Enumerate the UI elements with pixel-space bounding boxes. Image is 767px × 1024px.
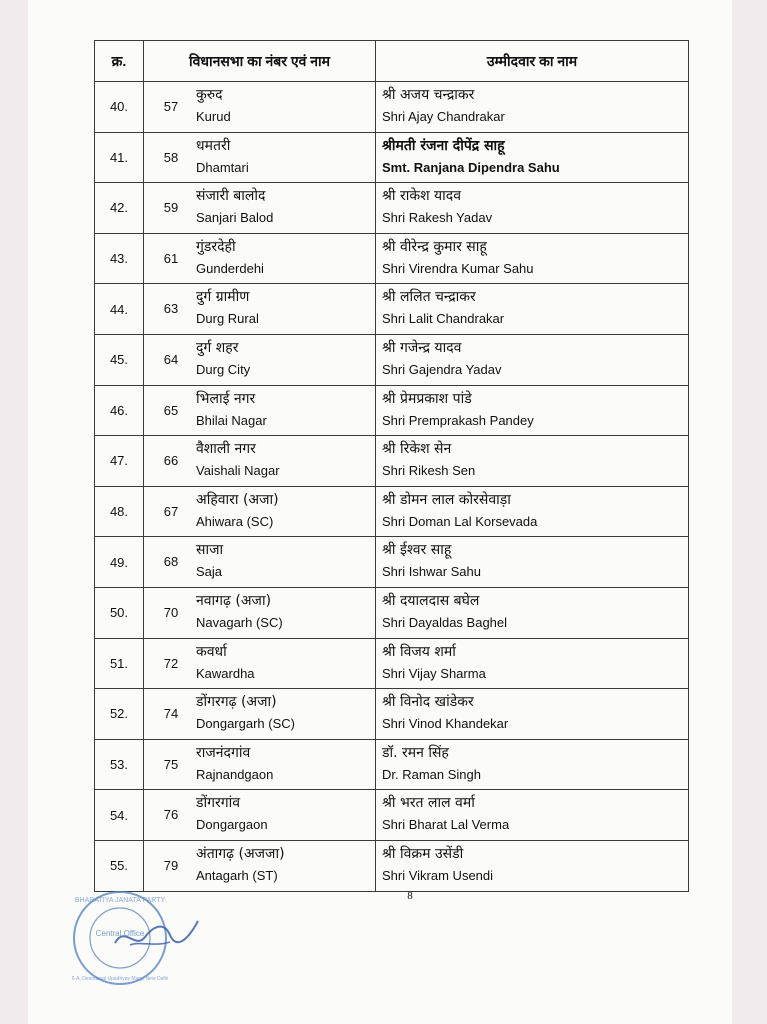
constituency-name-hindi: वैशाली नगर (196, 441, 256, 458)
serial-number: 44. (95, 284, 144, 335)
candidate-name-hindi: श्री दयालदास बघेल (382, 592, 480, 609)
constituency-name-hindi: कवर्धा (196, 643, 227, 660)
constituency-name-english: Kawardha (196, 665, 255, 681)
serial-number: 46. (95, 385, 144, 436)
candidate-name-hindi: श्री रिकेश सेन (382, 441, 452, 458)
constituency-name-english: Vaishali Nagar (196, 463, 280, 479)
constituency-cell (144, 689, 376, 740)
serial-number: 54. (95, 790, 144, 841)
constituency-name-hindi: कुरुद (196, 87, 223, 103)
candidate-cell (376, 233, 689, 284)
serial-number: 55. (95, 840, 144, 891)
table-row (95, 436, 689, 487)
candidate-name-english: Shri Ishwar Sahu (382, 564, 481, 580)
constituency-cell (144, 638, 376, 689)
constituency-name-hindi: अंतागढ़ (अजजा) (196, 845, 285, 862)
table-row (95, 486, 689, 537)
candidate-cell (376, 587, 689, 638)
serial-number: 48. (95, 486, 144, 537)
candidate-name-hindi: श्री ललित चन्द्राकर (382, 289, 476, 306)
candidate-name-english: Dr. Raman Singh (382, 766, 481, 782)
stamp-outer-text: BHARATIYA JANATA PARTY (74, 897, 166, 904)
table-row (95, 537, 689, 588)
constituency-cell (144, 587, 376, 638)
constituency-number: 74 (163, 706, 179, 722)
constituency-name-hindi: भिलाई नगर (196, 390, 256, 407)
candidate-name-english: Shri Doman Lal Korsevada (382, 513, 538, 529)
constituency-name-english: Bhilai Nagar (196, 412, 267, 428)
candidate-cell (376, 840, 689, 891)
candidate-cell (376, 537, 689, 588)
table-row (95, 233, 689, 284)
serial-number: 52. (95, 689, 144, 740)
table-row (95, 334, 689, 385)
constituency-number: 59 (163, 200, 179, 216)
table-row (95, 739, 689, 790)
constituency-cell (144, 537, 376, 588)
candidate-name-hindi: श्री भरत लाल वर्मा (382, 795, 475, 812)
candidate-name-hindi: श्री प्रेमप्रकाश पांडे (382, 390, 472, 407)
constituency-number: 63 (163, 301, 179, 317)
constituency-name-hindi: नवागढ़ (अजा) (196, 592, 272, 609)
candidate-cell (376, 284, 689, 335)
constituency-name-hindi: दुर्ग शहर (196, 339, 239, 356)
constituency-cell (144, 132, 376, 183)
candidate-name-hindi: श्री विनोद खांडेकर (382, 694, 474, 711)
candidate-name-hindi: श्री राकेश यादव (382, 188, 462, 205)
candidate-name-hindi: श्री डोमन लाल कोरसेवाड़ा (382, 491, 511, 508)
serial-number: 49. (95, 537, 144, 588)
constituency-cell (144, 183, 376, 234)
serial-number: 40. (95, 82, 144, 133)
constituency-name-hindi: डोंगरगांव (196, 795, 241, 812)
constituency-name-english: Kurud (196, 109, 231, 124)
serial-number: 51. (95, 638, 144, 689)
constituency-number: 79 (163, 857, 179, 873)
constituency-number: 70 (163, 604, 179, 620)
constituency-name-hindi: दुर्ग ग्रामीण (196, 289, 250, 306)
constituency-cell (144, 334, 376, 385)
candidate-name-hindi: श्री गजेन्द्र यादव (382, 339, 462, 356)
constituency-number: 68 (163, 554, 179, 570)
constituency-cell (144, 840, 376, 891)
candidate-name-english: Shri Ajay Chandrakar (382, 109, 505, 124)
constituency-cell (144, 790, 376, 841)
candidate-name-english: Shri Bharat Lal Verma (382, 817, 510, 833)
constituency-number: 61 (163, 250, 179, 266)
constituency-cell (144, 739, 376, 790)
candidate-cell (376, 638, 689, 689)
candidate-name-english: Shri Dayaldas Baghel (382, 614, 508, 630)
serial-number: 45. (95, 334, 144, 385)
candidate-name-english: Shri Virendra Kumar Sahu (382, 260, 534, 276)
candidate-name-hindi: श्री विक्रम उसेंडी (382, 845, 464, 862)
constituency-number: 65 (163, 402, 179, 418)
table-row (95, 790, 689, 841)
table-header-row (95, 41, 689, 82)
constituency-name-hindi: धमतरी (196, 137, 231, 154)
candidate-name-english: Shri Lalit Chandrakar (382, 311, 505, 327)
candidate-name-english: Shri Gajendra Yadav (382, 361, 502, 377)
constituency-name-english: Saja (196, 564, 223, 580)
table-row (95, 689, 689, 740)
candidate-name-english: Shri Vinod Khandekar (382, 716, 509, 732)
constituency-name-english: Sanjari Balod (196, 210, 274, 226)
candidate-name-english: Shri Vijay Sharma (382, 665, 486, 681)
constituency-name-english: Dongargaon (196, 817, 268, 833)
serial-number: 41. (95, 132, 144, 183)
constituency-name-hindi: गुंडरदेही (196, 238, 236, 255)
constituency-name-hindi: डोंगरगढ़ (अजा) (196, 694, 277, 711)
constituency-number: 66 (163, 453, 179, 469)
constituency-number: 75 (163, 756, 179, 772)
candidate-cell (376, 689, 689, 740)
constituency-cell (144, 284, 376, 335)
constituency-name-english: Rajnandgaon (196, 766, 274, 782)
header-candidate: उम्मीदवार का नाम (376, 41, 689, 82)
candidate-cell (376, 82, 689, 133)
constituency-cell (144, 233, 376, 284)
header-constituency: विधानसभा का नंबर एवं नाम (144, 41, 376, 82)
constituency-number: 76 (163, 807, 179, 823)
header-serial: क्र. (95, 41, 144, 82)
table-row (95, 638, 689, 689)
candidate-name-hindi: श्री विजय शर्मा (382, 643, 456, 660)
candidate-name-english: Shri Vikram Usendi (382, 867, 494, 883)
candidate-name-hindi: श्री अजय चन्द्राकर (382, 87, 475, 103)
candidate-name-english: Shri Premprakash Pandey (382, 412, 534, 428)
table-row (95, 183, 689, 234)
constituency-name-english: Dhamtari (196, 159, 249, 175)
constituency-number: 67 (163, 503, 179, 519)
constituency-cell (144, 385, 376, 436)
candidate-cell (376, 385, 689, 436)
candidate-name-hindi: डॉ. रमन सिंह (382, 744, 449, 761)
constituency-cell (144, 82, 376, 133)
page-number: 8 (407, 890, 413, 902)
constituency-name-hindi: अहिवारा (अजा) (196, 491, 279, 508)
constituency-name-hindi: राजनंदगांव (196, 744, 251, 761)
constituency-name-english: Durg Rural (196, 311, 259, 327)
serial-number: 42. (95, 183, 144, 234)
stamp-inner-text: Central Office (95, 929, 145, 938)
constituency-name-english: Ahiwara (SC) (196, 513, 274, 529)
table-row (95, 132, 689, 183)
serial-number: 50. (95, 587, 144, 638)
document-page (28, 0, 732, 1024)
table-row (95, 82, 689, 133)
candidate-cell (376, 436, 689, 487)
constituency-cell (144, 486, 376, 537)
candidate-name-hindi: श्री वीरेन्द्र कुमार साहू (382, 238, 487, 255)
table-row (95, 840, 689, 891)
constituency-name-english: Navagarh (SC) (196, 614, 283, 630)
constituency-name-hindi: साजा (196, 542, 224, 559)
candidate-name-hindi: श्री ईश्वर साहू (382, 542, 452, 559)
constituency-number: 64 (163, 351, 179, 367)
candidate-name-english: Smt. Ranjana Dipendra Sahu (382, 159, 560, 175)
constituency-cell (144, 436, 376, 487)
constituency-name-english: Durg City (196, 361, 251, 377)
serial-number: 53. (95, 739, 144, 790)
constituency-name-english: Antagarh (ST) (196, 867, 278, 883)
candidate-cell (376, 790, 689, 841)
table-row (95, 284, 689, 335)
candidate-cell (376, 183, 689, 234)
constituency-name-english: Dongargarh (SC) (196, 716, 295, 732)
candidate-name-english: Shri Rikesh Sen (382, 463, 476, 479)
table-row (95, 587, 689, 638)
stamp-bottom-text: 6-A, Deendayal Upadhyay Marg, New Delhi (71, 976, 169, 982)
candidate-cell (376, 486, 689, 537)
candidate-table (94, 40, 689, 892)
handwritten-signature (110, 915, 200, 955)
serial-number: 47. (95, 436, 144, 487)
candidate-cell (376, 132, 689, 183)
candidate-name-hindi: श्रीमती रंजना दीपेंद्र साहू (382, 137, 505, 154)
candidate-name-english: Shri Rakesh Yadav (382, 210, 493, 226)
constituency-number: 72 (163, 655, 179, 671)
constituency-number: 57 (163, 99, 179, 114)
table-row (95, 385, 689, 436)
serial-number: 43. (95, 233, 144, 284)
constituency-name-english: Gunderdehi (196, 260, 264, 276)
candidate-cell (376, 334, 689, 385)
candidate-cell (376, 739, 689, 790)
constituency-name-hindi: संजारी बालोद (196, 188, 266, 205)
constituency-number: 58 (163, 149, 179, 165)
